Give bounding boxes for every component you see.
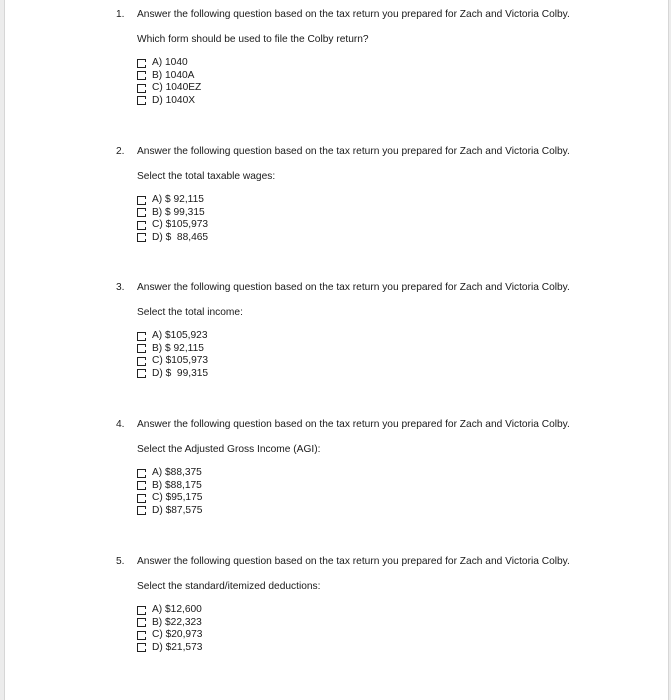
option-label: B) $ 99,315 — [152, 206, 205, 218]
option-label: D) $21,573 — [152, 641, 203, 653]
answer-options — [116, 57, 596, 107]
question-text: Answer the following question based on the tax return you prepared for Zach and Victoria Colby. — [137, 282, 570, 293]
checkbox-icon[interactable] — [137, 332, 146, 341]
question-prompt: Select the Adjusted Gross Income (AGI): — [137, 443, 321, 455]
question-text: Answer the following question based on the tax return you prepared for Zach and Victoria Colby. — [137, 419, 570, 430]
answer-option-d[interactable] — [137, 505, 596, 518]
option-label: C) $95,175 — [152, 492, 203, 503]
answer-option-c[interactable] — [137, 492, 596, 505]
question-prompt: Select the total income: — [137, 306, 243, 318]
checkbox-icon[interactable] — [137, 481, 146, 490]
checkbox-icon[interactable] — [137, 469, 146, 478]
answer-option-a[interactable] — [137, 330, 596, 343]
question-number: 4. — [116, 419, 125, 430]
question-text: Answer the following question based on the tax return you prepared for Zach and Victoria Colby. — [137, 146, 570, 157]
document-page — [4, 0, 669, 700]
answer-option-c[interactable] — [137, 82, 596, 95]
checkbox-icon[interactable] — [137, 96, 146, 105]
answer-option-b[interactable] — [137, 480, 596, 493]
question-text: Answer the following question based on the tax return you prepared for Zach and Victoria Colby. — [137, 9, 570, 20]
question-number: 5. — [116, 556, 125, 567]
question-1 — [116, 9, 596, 107]
option-label: A) 1040 — [152, 57, 188, 68]
option-label: A) $105,923 — [152, 330, 208, 341]
option-label: A) $ 92,115 — [152, 194, 204, 205]
checkbox-icon[interactable] — [137, 221, 146, 230]
question-4 — [116, 419, 596, 517]
option-label: B) $88,175 — [152, 479, 202, 491]
answer-options — [116, 467, 596, 517]
checkbox-icon[interactable] — [137, 369, 146, 378]
answer-option-c[interactable] — [137, 629, 596, 642]
answer-option-b[interactable] — [137, 617, 596, 630]
checkbox-icon[interactable] — [137, 71, 146, 80]
option-label: B) $ 92,115 — [152, 342, 204, 354]
checkbox-icon[interactable] — [137, 631, 146, 640]
answer-option-a[interactable] — [137, 467, 596, 480]
option-label: D) $87,575 — [152, 504, 203, 516]
option-label: C) $105,973 — [152, 355, 209, 366]
checkbox-icon[interactable] — [137, 233, 146, 242]
question-prompt: Select the total taxable wages: — [137, 170, 276, 182]
option-label: D) $ 88,465 — [152, 231, 209, 243]
answer-option-c[interactable] — [137, 219, 596, 232]
checkbox-icon[interactable] — [137, 344, 146, 353]
question-3 — [116, 282, 596, 380]
answer-option-a[interactable] — [137, 194, 596, 207]
question-number: 3. — [116, 282, 125, 293]
answer-option-a[interactable] — [137, 57, 596, 70]
question-prompt: Which form should be used to file the Colby return? — [137, 33, 369, 45]
option-label: C) 1040EZ — [152, 82, 202, 93]
answer-option-d[interactable] — [137, 95, 596, 108]
question-number: 2. — [116, 146, 125, 157]
answer-options — [116, 330, 596, 380]
checkbox-icon[interactable] — [137, 357, 146, 366]
option-label: A) $88,375 — [152, 467, 202, 478]
answer-option-d[interactable] — [137, 642, 596, 655]
checkbox-icon[interactable] — [137, 59, 146, 68]
answer-option-d[interactable] — [137, 232, 596, 245]
question-prompt: Select the standard/itemized deductions: — [137, 580, 321, 592]
checkbox-icon[interactable] — [137, 643, 146, 652]
answer-option-a[interactable] — [137, 604, 596, 617]
question-number: 1. — [116, 9, 125, 20]
checkbox-icon[interactable] — [137, 84, 146, 93]
question-2 — [116, 146, 596, 244]
option-label: C) $20,973 — [152, 629, 203, 640]
answer-option-b[interactable] — [137, 343, 596, 356]
option-label: A) $12,600 — [152, 604, 202, 615]
answer-option-d[interactable] — [137, 368, 596, 381]
option-label: D) $ 99,315 — [152, 367, 209, 379]
option-label: C) $105,973 — [152, 219, 209, 230]
answer-option-b[interactable] — [137, 207, 596, 220]
option-label: D) 1040X — [152, 94, 196, 106]
answer-option-b[interactable] — [137, 70, 596, 83]
checkbox-icon[interactable] — [137, 196, 146, 205]
option-label: B) 1040A — [152, 69, 195, 81]
checkbox-icon[interactable] — [137, 618, 146, 627]
answer-options — [116, 194, 596, 244]
checkbox-icon[interactable] — [137, 506, 146, 515]
checkbox-icon[interactable] — [137, 208, 146, 217]
answer-option-c[interactable] — [137, 355, 596, 368]
question-5 — [116, 556, 596, 654]
checkbox-icon[interactable] — [137, 606, 146, 615]
checkbox-icon[interactable] — [137, 494, 146, 503]
question-text: Answer the following question based on the tax return you prepared for Zach and Victoria Colby. — [137, 556, 570, 567]
option-label: B) $22,323 — [152, 616, 202, 628]
answer-options — [116, 604, 596, 654]
